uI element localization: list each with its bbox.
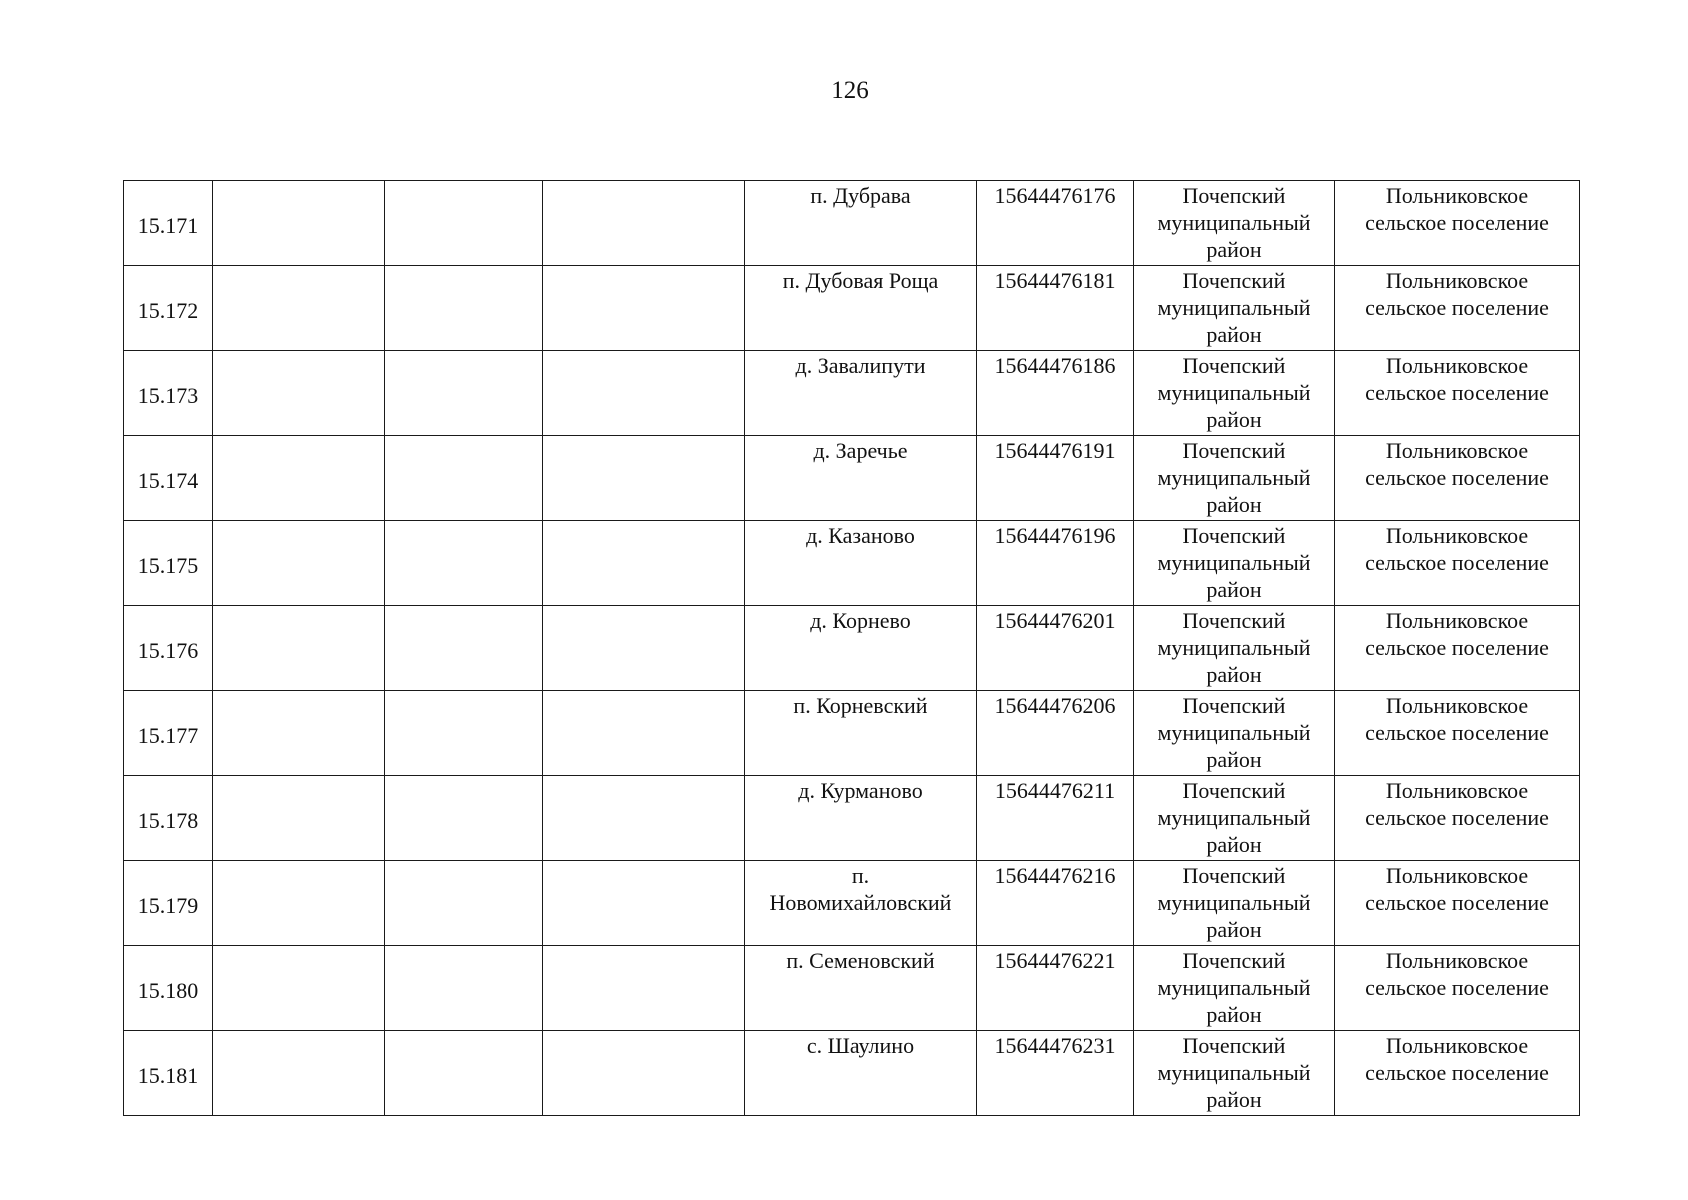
empty-cell (543, 861, 745, 946)
settlement-line: Польниковское (1385, 608, 1529, 633)
settlement-line: Польниковское (1385, 693, 1529, 718)
empty-cell (385, 691, 543, 776)
locality-name-line: д. Заречье (813, 438, 908, 463)
row-number-cell: 15.172 (124, 266, 213, 351)
district-line: район (1206, 577, 1262, 602)
district-line: муниципальный (1157, 805, 1311, 830)
district-line: муниципальный (1157, 890, 1311, 915)
settlement-cell (1335, 436, 1580, 521)
settlement-cell (1335, 351, 1580, 436)
locality-name-line: Новомихайловский (769, 890, 952, 915)
empty-cell (385, 861, 543, 946)
settlement-line: сельское поселение (1365, 1060, 1549, 1085)
settlement-cell (1335, 521, 1580, 606)
empty-cell (213, 946, 385, 1031)
district-line: район (1206, 237, 1262, 262)
district-line: муниципальный (1157, 975, 1311, 1000)
row-number-cell: 15.176 (124, 606, 213, 691)
empty-cell (385, 181, 543, 266)
district-line: район (1206, 747, 1262, 772)
district-line: Почепский (1182, 1033, 1286, 1058)
settlement-line: Польниковское (1385, 863, 1529, 888)
settlement-line: сельское поселение (1365, 295, 1549, 320)
empty-cell (543, 1031, 745, 1116)
oktmo-code-cell: 15644476231 (977, 1031, 1134, 1116)
row-number-cell: 15.171 (124, 181, 213, 266)
locality-name-line: д. Корнево (810, 608, 911, 633)
locality-name-cell (745, 521, 977, 606)
oktmo-code-cell: 15644476176 (977, 181, 1134, 266)
district-cell (1134, 606, 1335, 691)
locality-name-cell (745, 266, 977, 351)
oktmo-code-cell: 15644476191 (977, 436, 1134, 521)
district-line: муниципальный (1157, 210, 1311, 235)
empty-cell (543, 181, 745, 266)
oktmo-code-cell: 15644476196 (977, 521, 1134, 606)
district-cell (1134, 521, 1335, 606)
district-cell (1134, 946, 1335, 1031)
district-line: район (1206, 832, 1262, 857)
empty-cell (385, 1031, 543, 1116)
settlement-cell (1335, 861, 1580, 946)
table-row (124, 861, 1580, 946)
settlement-line: Польниковское (1385, 353, 1529, 378)
district-line: Почепский (1182, 778, 1286, 803)
row-number-cell: 15.177 (124, 691, 213, 776)
district-cell (1134, 691, 1335, 776)
settlement-line: сельское поселение (1365, 635, 1549, 660)
locality-name-cell (745, 436, 977, 521)
empty-cell (543, 776, 745, 861)
locality-name-line: с. Шаулино (806, 1033, 915, 1058)
locality-name-line: п. Дубрава (810, 183, 911, 208)
empty-cell (543, 946, 745, 1031)
settlement-cell (1335, 1031, 1580, 1116)
locality-name-cell (745, 691, 977, 776)
empty-cell (385, 521, 543, 606)
table-body (124, 181, 1580, 1116)
district-line: Почепский (1182, 693, 1286, 718)
row-number-cell: 15.181 (124, 1031, 213, 1116)
district-cell (1134, 776, 1335, 861)
table-row (124, 521, 1580, 606)
empty-cell (543, 351, 745, 436)
settlement-cell (1335, 606, 1580, 691)
empty-cell (385, 776, 543, 861)
district-line: Почепский (1182, 523, 1286, 548)
settlement-line: Польниковское (1385, 948, 1529, 973)
empty-cell (385, 266, 543, 351)
district-cell (1134, 351, 1335, 436)
district-cell (1134, 861, 1335, 946)
row-number-cell: 15.179 (124, 861, 213, 946)
table-row (124, 266, 1580, 351)
locality-name-cell (745, 351, 977, 436)
empty-cell (385, 351, 543, 436)
locality-name-line: п. Корневский (793, 693, 928, 718)
settlement-line: сельское поселение (1365, 720, 1549, 745)
settlement-line: Польниковское (1385, 183, 1529, 208)
settlement-line: сельское поселение (1365, 465, 1549, 490)
empty-cell (385, 436, 543, 521)
oktmo-code-cell: 15644476206 (977, 691, 1134, 776)
district-line: Почепский (1182, 863, 1286, 888)
district-cell (1134, 266, 1335, 351)
settlement-line: сельское поселение (1365, 550, 1549, 575)
row-number-cell: 15.174 (124, 436, 213, 521)
empty-cell (213, 436, 385, 521)
district-line: район (1206, 1087, 1262, 1112)
locality-name-line: п. (851, 863, 870, 888)
page-number: 126 (831, 77, 869, 104)
empty-cell (213, 181, 385, 266)
district-cell (1134, 181, 1335, 266)
oktmo-code-cell: 15644476181 (977, 266, 1134, 351)
settlement-cell (1335, 181, 1580, 266)
locality-name-cell (745, 181, 977, 266)
table-row (124, 351, 1580, 436)
settlement-line: Польниковское (1385, 268, 1529, 293)
district-line: муниципальный (1157, 720, 1311, 745)
settlement-cell (1335, 691, 1580, 776)
row-number-cell: 15.180 (124, 946, 213, 1031)
locality-name-line: д. Курманово (798, 778, 923, 803)
settlement-line: Польниковское (1385, 1033, 1529, 1058)
settlement-line: сельское поселение (1365, 805, 1549, 830)
empty-cell (213, 606, 385, 691)
district-line: Почепский (1182, 268, 1286, 293)
locality-name-line: п. Семеновский (786, 948, 935, 973)
empty-cell (213, 521, 385, 606)
settlement-cell (1335, 266, 1580, 351)
locality-name-cell (745, 606, 977, 691)
oktmo-code-cell: 15644476201 (977, 606, 1134, 691)
oktmo-code-cell: 15644476221 (977, 946, 1134, 1031)
empty-cell (213, 266, 385, 351)
district-line: муниципальный (1157, 465, 1311, 490)
oktmo-code-cell: 15644476211 (977, 776, 1134, 861)
district-line: Почепский (1182, 608, 1286, 633)
row-number-cell: 15.175 (124, 521, 213, 606)
oktmo-code-cell: 15644476216 (977, 861, 1134, 946)
oktmo-code-cell: 15644476186 (977, 351, 1134, 436)
district-line: муниципальный (1157, 550, 1311, 575)
settlement-line: сельское поселение (1365, 210, 1549, 235)
settlement-table (123, 180, 1580, 1116)
empty-cell (543, 266, 745, 351)
table-row (124, 776, 1580, 861)
district-line: район (1206, 322, 1262, 347)
empty-cell (213, 776, 385, 861)
table-row (124, 1031, 1580, 1116)
settlement-cell (1335, 946, 1580, 1031)
empty-cell (213, 351, 385, 436)
empty-cell (213, 691, 385, 776)
empty-cell (385, 606, 543, 691)
settlement-line: сельское поселение (1365, 975, 1549, 1000)
district-line: район (1206, 492, 1262, 517)
district-line: Почепский (1182, 353, 1286, 378)
locality-name-cell (745, 861, 977, 946)
district-cell (1134, 436, 1335, 521)
empty-cell (543, 521, 745, 606)
locality-name-cell (745, 776, 977, 861)
locality-name-line: д. Казаново (806, 523, 915, 548)
table-row (124, 946, 1580, 1031)
locality-name-cell (745, 1031, 977, 1116)
district-line: муниципальный (1157, 295, 1311, 320)
district-line: район (1206, 662, 1262, 687)
settlement-line: Польниковское (1385, 523, 1529, 548)
locality-name-line: д. Завалипути (795, 353, 926, 378)
district-line: Почепский (1182, 183, 1286, 208)
district-line: район (1206, 407, 1262, 432)
table-row (124, 691, 1580, 776)
settlement-cell (1335, 776, 1580, 861)
district-line: Почепский (1182, 948, 1286, 973)
district-line: муниципальный (1157, 635, 1311, 660)
district-cell (1134, 1031, 1335, 1116)
settlement-line: сельское поселение (1365, 380, 1549, 405)
district-line: район (1206, 917, 1262, 942)
district-line: Почепский (1182, 438, 1286, 463)
district-line: муниципальный (1157, 1060, 1311, 1085)
empty-cell (543, 606, 745, 691)
settlement-line: Польниковское (1385, 778, 1529, 803)
table-row (124, 606, 1580, 691)
row-number-cell: 15.173 (124, 351, 213, 436)
locality-name-cell (745, 946, 977, 1031)
empty-cell (543, 691, 745, 776)
settlement-line: Польниковское (1385, 438, 1529, 463)
empty-cell (213, 1031, 385, 1116)
empty-cell (213, 861, 385, 946)
row-number-cell: 15.178 (124, 776, 213, 861)
table-row (124, 436, 1580, 521)
district-line: муниципальный (1157, 380, 1311, 405)
table-row (124, 181, 1580, 266)
settlement-line: сельское поселение (1365, 890, 1549, 915)
locality-name-line: п. Дубовая Роща (782, 268, 939, 293)
empty-cell (385, 946, 543, 1031)
empty-cell (543, 436, 745, 521)
district-line: район (1206, 1002, 1262, 1027)
